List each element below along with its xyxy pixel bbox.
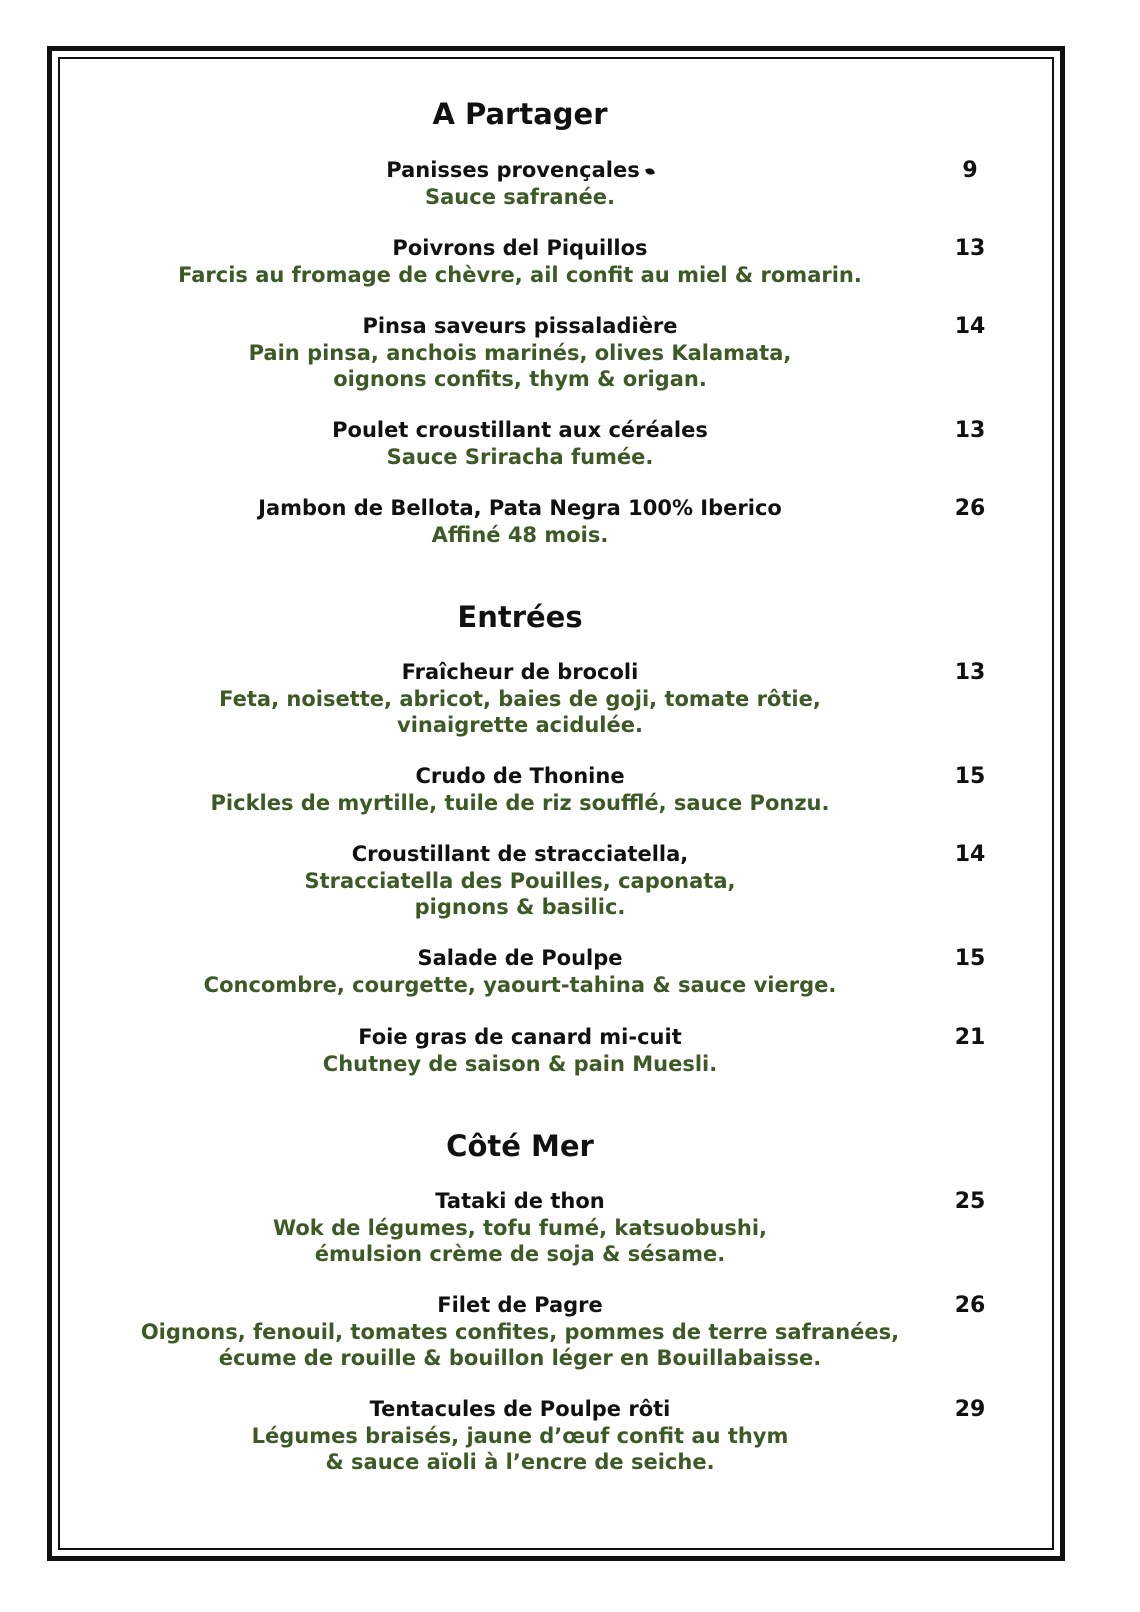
item-description: & sauce aïoli à l’encre de seiche. [325, 1450, 715, 1474]
item-price: 26 [954, 1293, 986, 1318]
item-description: Légumes braisés, jaune d’œuf confit au thym [251, 1424, 789, 1448]
menu-item [0, 313, 1040, 392]
item-price: 25 [954, 1189, 986, 1214]
item-price: 13 [954, 418, 986, 443]
item-name: Poivrons del Piquillos [392, 236, 648, 260]
item-name: Jambon de Bellota, Pata Negra 100% Iberico [258, 496, 782, 520]
item-name: Croustillant de stracciatella, [351, 842, 689, 866]
item-description: Concombre, courgette, yaourt-tahina & sauce vierge. [203, 973, 837, 997]
item-price: 9 [962, 158, 978, 183]
menu-item [0, 235, 1040, 288]
menu-item [0, 1188, 1040, 1267]
item-price: 26 [954, 496, 986, 521]
item-description: oignons confits, thym & origan. [333, 367, 707, 391]
menu-item [0, 945, 1040, 998]
item-description: écume de rouille & bouillon léger en Bouillabaisse. [218, 1346, 822, 1370]
item-price: 14 [954, 842, 986, 867]
menu-item [0, 763, 1040, 816]
item-name: Crudo de Thonine [415, 764, 625, 788]
item-name: Salade de Poulpe [417, 946, 623, 970]
item-price: 15 [954, 946, 986, 971]
item-description: Sauce Sriracha fumée. [386, 445, 654, 469]
item-description: Affiné 48 mois. [431, 523, 609, 547]
item-name: Fraîcheur de brocoli [401, 660, 639, 684]
menu-item [0, 1396, 1040, 1475]
item-name: Foie gras de canard mi-cuit [358, 1025, 682, 1049]
item-name: Tentacules de Poulpe rôti [369, 1397, 671, 1421]
item-description: Oignons, fenouil, tomates confites, pommes de terre safranées, [140, 1320, 900, 1344]
section-title-a-partager: A Partager [432, 97, 608, 131]
menu-item [0, 1024, 1040, 1077]
item-description: Stracciatella des Pouilles, caponata, [304, 869, 736, 893]
section-title-entrees: Entrées [457, 600, 583, 634]
menu-item [0, 157, 1040, 210]
item-description: Wok de légumes, tofu fumé, katsuobushi, [272, 1216, 768, 1240]
menu-item [0, 1292, 1040, 1371]
item-name: Filet de Pagre [437, 1293, 603, 1317]
item-name: Tataki de thon [435, 1189, 605, 1213]
item-price: 29 [954, 1397, 986, 1422]
item-name: Poulet croustillant aux céréales [332, 418, 708, 442]
menu-item [0, 841, 1040, 920]
leaf-icon [645, 166, 655, 175]
item-price: 21 [954, 1025, 986, 1050]
menu-item [0, 417, 1040, 470]
item-price: 15 [954, 764, 986, 789]
item-description: pignons & basilic. [414, 895, 626, 919]
menu-item [0, 495, 1040, 548]
menu-item [0, 659, 1040, 738]
item-name: Panisses provençales [386, 158, 640, 182]
item-price: 13 [954, 236, 986, 261]
item-description: vinaigrette acidulée. [397, 713, 643, 737]
item-description: Pickles de myrtille, tuile de riz soufflé, sauce Ponzu. [210, 791, 830, 815]
item-description: Feta, noisette, abricot, baies de goji, tomate rôtie, [219, 687, 821, 711]
section-title-cote-mer: Côté Mer [446, 1129, 594, 1163]
item-price: 13 [954, 660, 986, 685]
item-description: émulsion crème de soja & sésame. [314, 1242, 726, 1266]
item-name: Pinsa saveurs pissaladière [362, 314, 678, 338]
item-price: 14 [954, 314, 986, 339]
item-description: Pain pinsa, anchois marinés, olives Kalamata, [248, 341, 792, 365]
item-description: Farcis au fromage de chèvre, ail confit au miel & romarin. [178, 263, 862, 287]
item-description: Chutney de saison & pain Muesli. [322, 1052, 718, 1076]
item-description: Sauce safranée. [425, 185, 615, 209]
